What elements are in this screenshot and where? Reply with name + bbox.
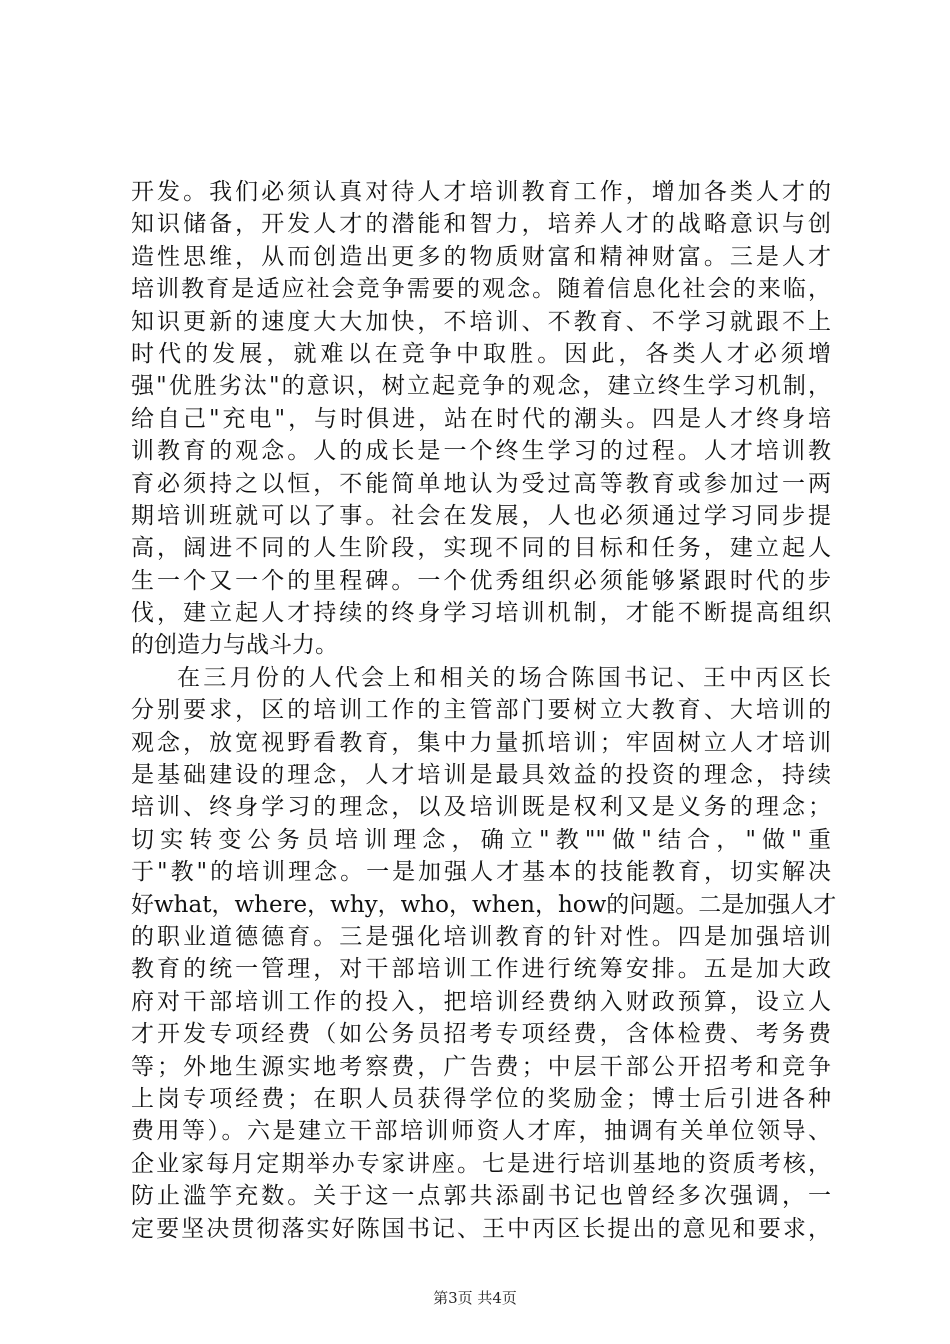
text-line: 等；外地生源实地考察费，广告费；中层干部公开招考和竞争 — [131, 1053, 831, 1080]
text-line: 费用等）。六是建立干部培训师资人才库，抽调有关单位领导、 — [131, 1118, 831, 1145]
text-line: 的职业道德德育。三是强化培训教育的针对性。四是加强培训 — [131, 923, 831, 950]
text-line: 造性思维，从而创造出更多的物质财富和精神财富。三是人才 — [131, 243, 831, 270]
text-line: 的创造力与战斗力。 — [131, 632, 338, 659]
text-line: 才开发专项经费（如公务员招考专项经费，含体检费、考务费 — [131, 1021, 831, 1048]
text-line: 高，阔进不同的人生阶段，实现不同的目标和任务，建立起人 — [131, 535, 831, 562]
text-line: 企业家每月定期举办专家讲座。七是进行培训基地的资质考核， — [131, 1150, 831, 1177]
document-body — [131, 176, 837, 1245]
text-line: 切实转变公务员培训理念，确立"教""做"结合，"做"重 — [131, 826, 831, 853]
paragraph-2 — [131, 662, 837, 1245]
text-line: 知识储备，开发人才的潜能和智力，培养人才的战略意识与创 — [131, 211, 831, 238]
paragraph-1 — [131, 176, 831, 662]
text-line: 伐，建立起人才持续的终身学习培训机制，才能不断提高组织 — [131, 600, 831, 627]
text-line: 定要坚决贯彻落实好陈国书记、王中丙区长提出的意见和要求， — [131, 1215, 831, 1242]
text-line: 时代的发展，就难以在竞争中取胜。因此，各类人才必须增 — [131, 340, 831, 367]
text-line: 训教育的观念。人的成长是一个终生学习的过程。人才培训教 — [131, 438, 831, 465]
text-line: 生一个又一个的里程碑。一个优秀组织必须能够紧跟时代的步 — [131, 567, 831, 594]
text-line: 是基础建设的理念，人才培训是最具效益的投资的理念，持续 — [131, 762, 831, 789]
text-line: 强"优胜劣汰"的意识，树立起竞争的观念，建立终生学习机制， — [131, 373, 831, 400]
text-line: 教育的统一管理，对干部培训工作进行统筹安排。五是加大政 — [131, 956, 831, 983]
text-line: 防止滥竽充数。关于这一点郭共添副书记也曾经多次强调，一 — [131, 1183, 831, 1210]
text-line: 府对干部培训工作的投入，把培训经费纳入财政预算，设立人 — [131, 988, 831, 1015]
text-line: 于"教"的培训理念。一是加强人才基本的技能教育，切实解决 — [131, 859, 831, 886]
text-line: 开发。我们必须认真对待人才培训教育工作，增加各类人才的 — [131, 179, 831, 205]
text-line: 育必须持之以恒，不能简单地认为受过高等教育或参加过一两 — [131, 470, 831, 497]
text-line: 观念，放宽视野看教育，集中力量抓培训；牢固树立人才培训 — [131, 729, 831, 756]
text-line: 在三月份的人代会上和相关的场合陈国书记、王中丙区长 — [177, 664, 831, 691]
text-line: 给自己"充电"，与时俱进，站在时代的潮头。四是人才终身培 — [131, 405, 831, 432]
text-line: 期培训班就可以了事。社会在发展，人也必须通过学习同步提 — [131, 502, 831, 529]
text-line: 培训、终身学习的理念，以及培训既是权利又是义务的理念； — [131, 794, 831, 821]
text-line: 上岗专项经费；在职人员获得学位的奖励金；博士后引进各种 — [131, 1085, 831, 1112]
text-line: 培训教育是适应社会竞争需要的观念。随着信息化社会的来临， — [131, 276, 831, 303]
text-line: 好what，where，why，who，when，how的问题。二是加强人才 — [131, 891, 837, 918]
text-line: 知识更新的速度大大加快，不培训、不教育、不学习就跟不上 — [131, 308, 831, 335]
text-line: 分别要求，区的培训工作的主管部门要树立大教育、大培训的 — [131, 697, 831, 724]
page-footer: 第3页 共4页 — [433, 1289, 517, 1307]
